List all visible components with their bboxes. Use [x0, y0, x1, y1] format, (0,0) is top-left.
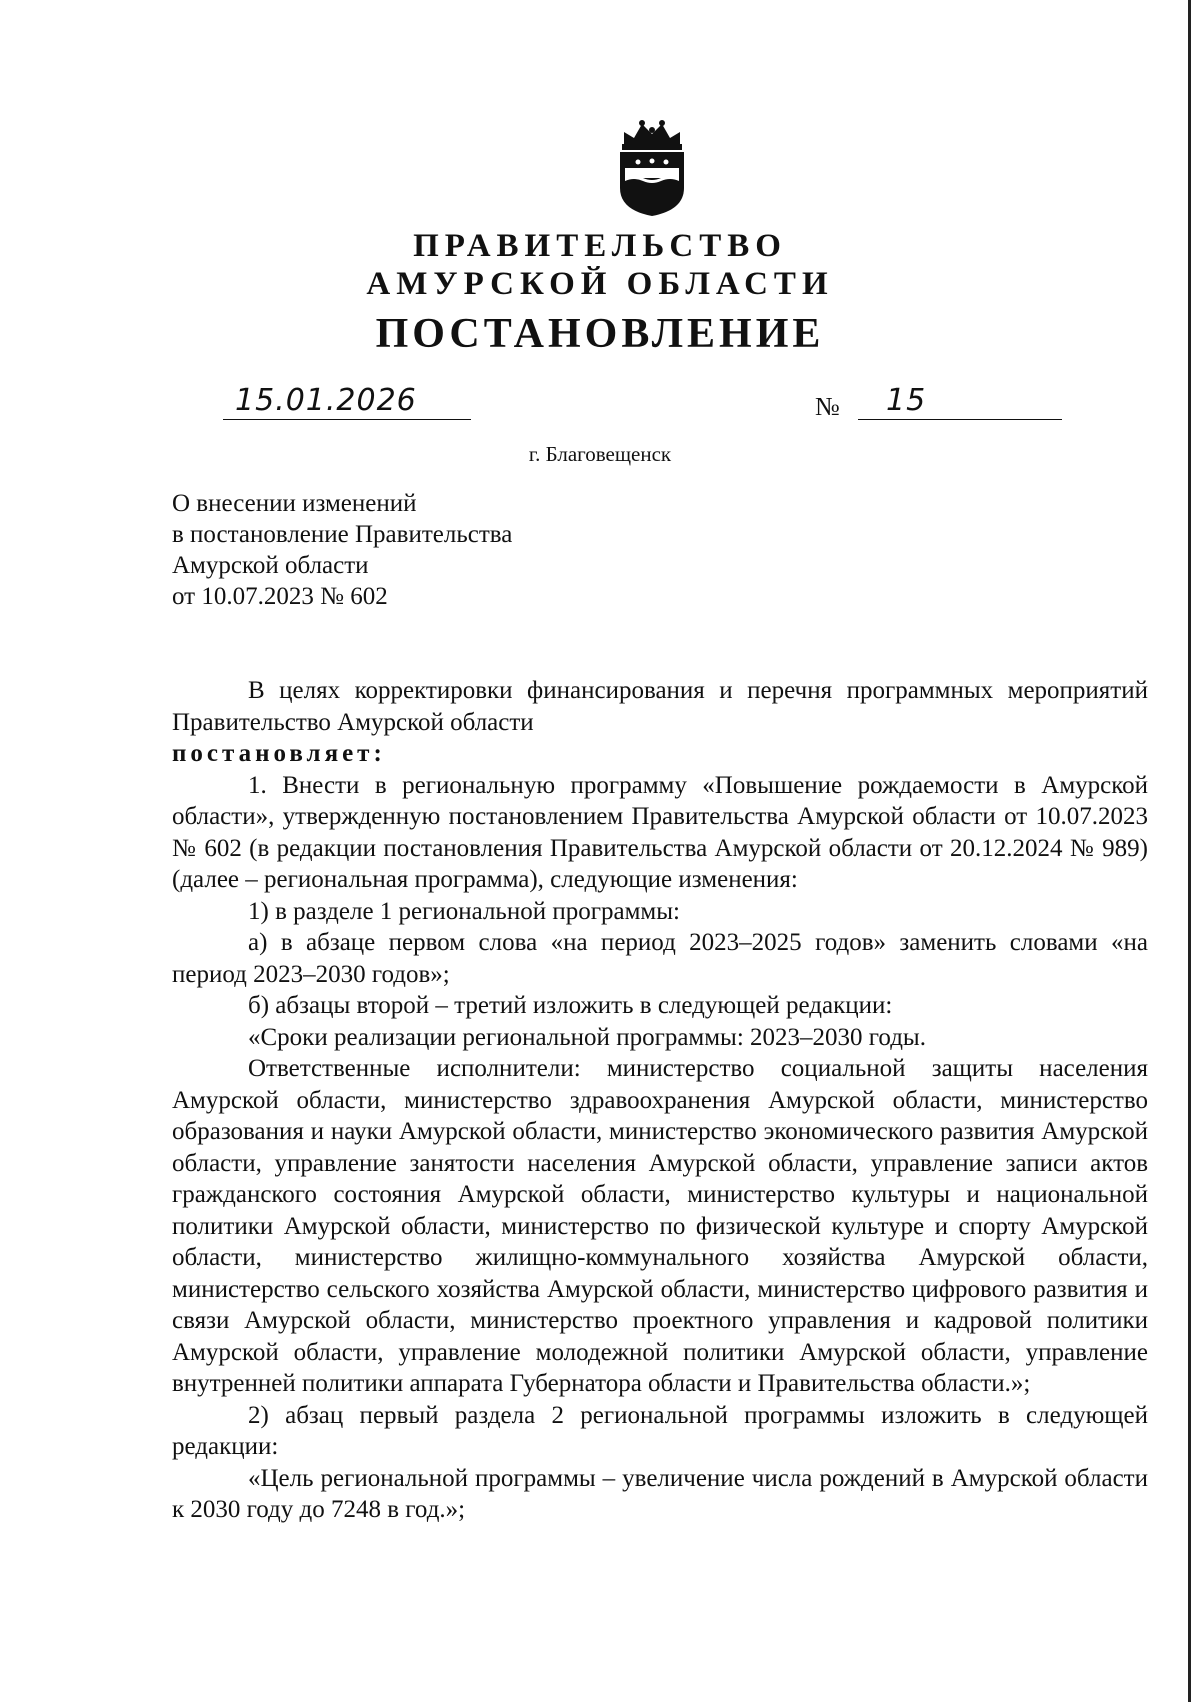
handwritten-number: 15 [886, 383, 927, 418]
paragraph: «Сроки реализации региональной программы: 2023–2030 годы. [248, 1023, 926, 1051]
city-label: г. Благовещенск [528, 442, 672, 466]
paragraph: 2) абзац первый раздела 2 региональной программы изложить в следующей редакции: [172, 1401, 1148, 1460]
handwritten-date: 15.01.2026 [235, 383, 417, 418]
paragraph: Ответственные исполнители: министерство социальной защиты населения Амурской области, министерство здравоохранения Амурской области, министерство образования и науки Амурской области, министерство экономического развития Амурской области, управление занятости населения Амурской области, управление записи актов гражданского состояния Амурской области, министерство культуры и национальной политики Амурской области, министерство по физической культуре и спорту Амурской области, министерство жилищно-коммунального хозяйства Амурской области, министерство сельского хозяйства Амурской области, министерство цифрового развития и связи Амурской области, министерство проектного управления и кадровой политики Амурской области, управление молодежной политики Амурской области, управление внутренней политики аппарата Губернатора области и Правительства области.»; [172, 1055, 1148, 1397]
region-title: АМУРСКОЙ ОБЛАСТИ [366, 266, 834, 302]
paragraph: «Цель региональной программы – увеличение числа рождений в Амурской области к 2030 году до 7248 в год.»; [172, 1464, 1148, 1523]
document-subject [172, 488, 512, 612]
paragraph: б) абзацы второй – третий изложить в следующей редакции: [248, 992, 893, 1019]
number-field [858, 385, 1062, 420]
document-body [172, 675, 1148, 1526]
number-label: № [815, 392, 840, 421]
subject-line: О внесении изменений [172, 490, 417, 517]
authority-title: ПРАВИТЕЛЬСТВО [413, 228, 787, 264]
subject-line: в постановление Правительства [172, 521, 513, 548]
resolves-word: постановляет: [172, 740, 386, 767]
preamble-paragraph: В целях корректировки финансирования и перечня программных мероприятий Правительство Амурской области [172, 677, 1148, 736]
document-type-title: ПОСТАНОВЛЕНИЕ [375, 311, 825, 357]
paragraph: 1) в разделе 1 региональной программы: [248, 897, 680, 925]
subject-line: от 10.07.2023 № 602 [172, 583, 388, 610]
paragraph: 1. Внести в региональную программу «Повышение рождаемости в Амурской области», утвержденную постановлением Правительства Амурской области от 10.07.2023 № 602 (в редакции постановления Правительства Амурской области от 20.12.2024 № 989) (далее – региональная программа), следующие изменения: [172, 771, 1148, 893]
paragraph: а) в абзаце первом слова «на период 2023–2025 годов» заменить словами «на период 2023–2030 годов»; [172, 929, 1148, 988]
date-field [223, 385, 471, 420]
coat-of-arms-icon [612, 118, 692, 218]
subject-line: Амурской области [172, 552, 369, 579]
